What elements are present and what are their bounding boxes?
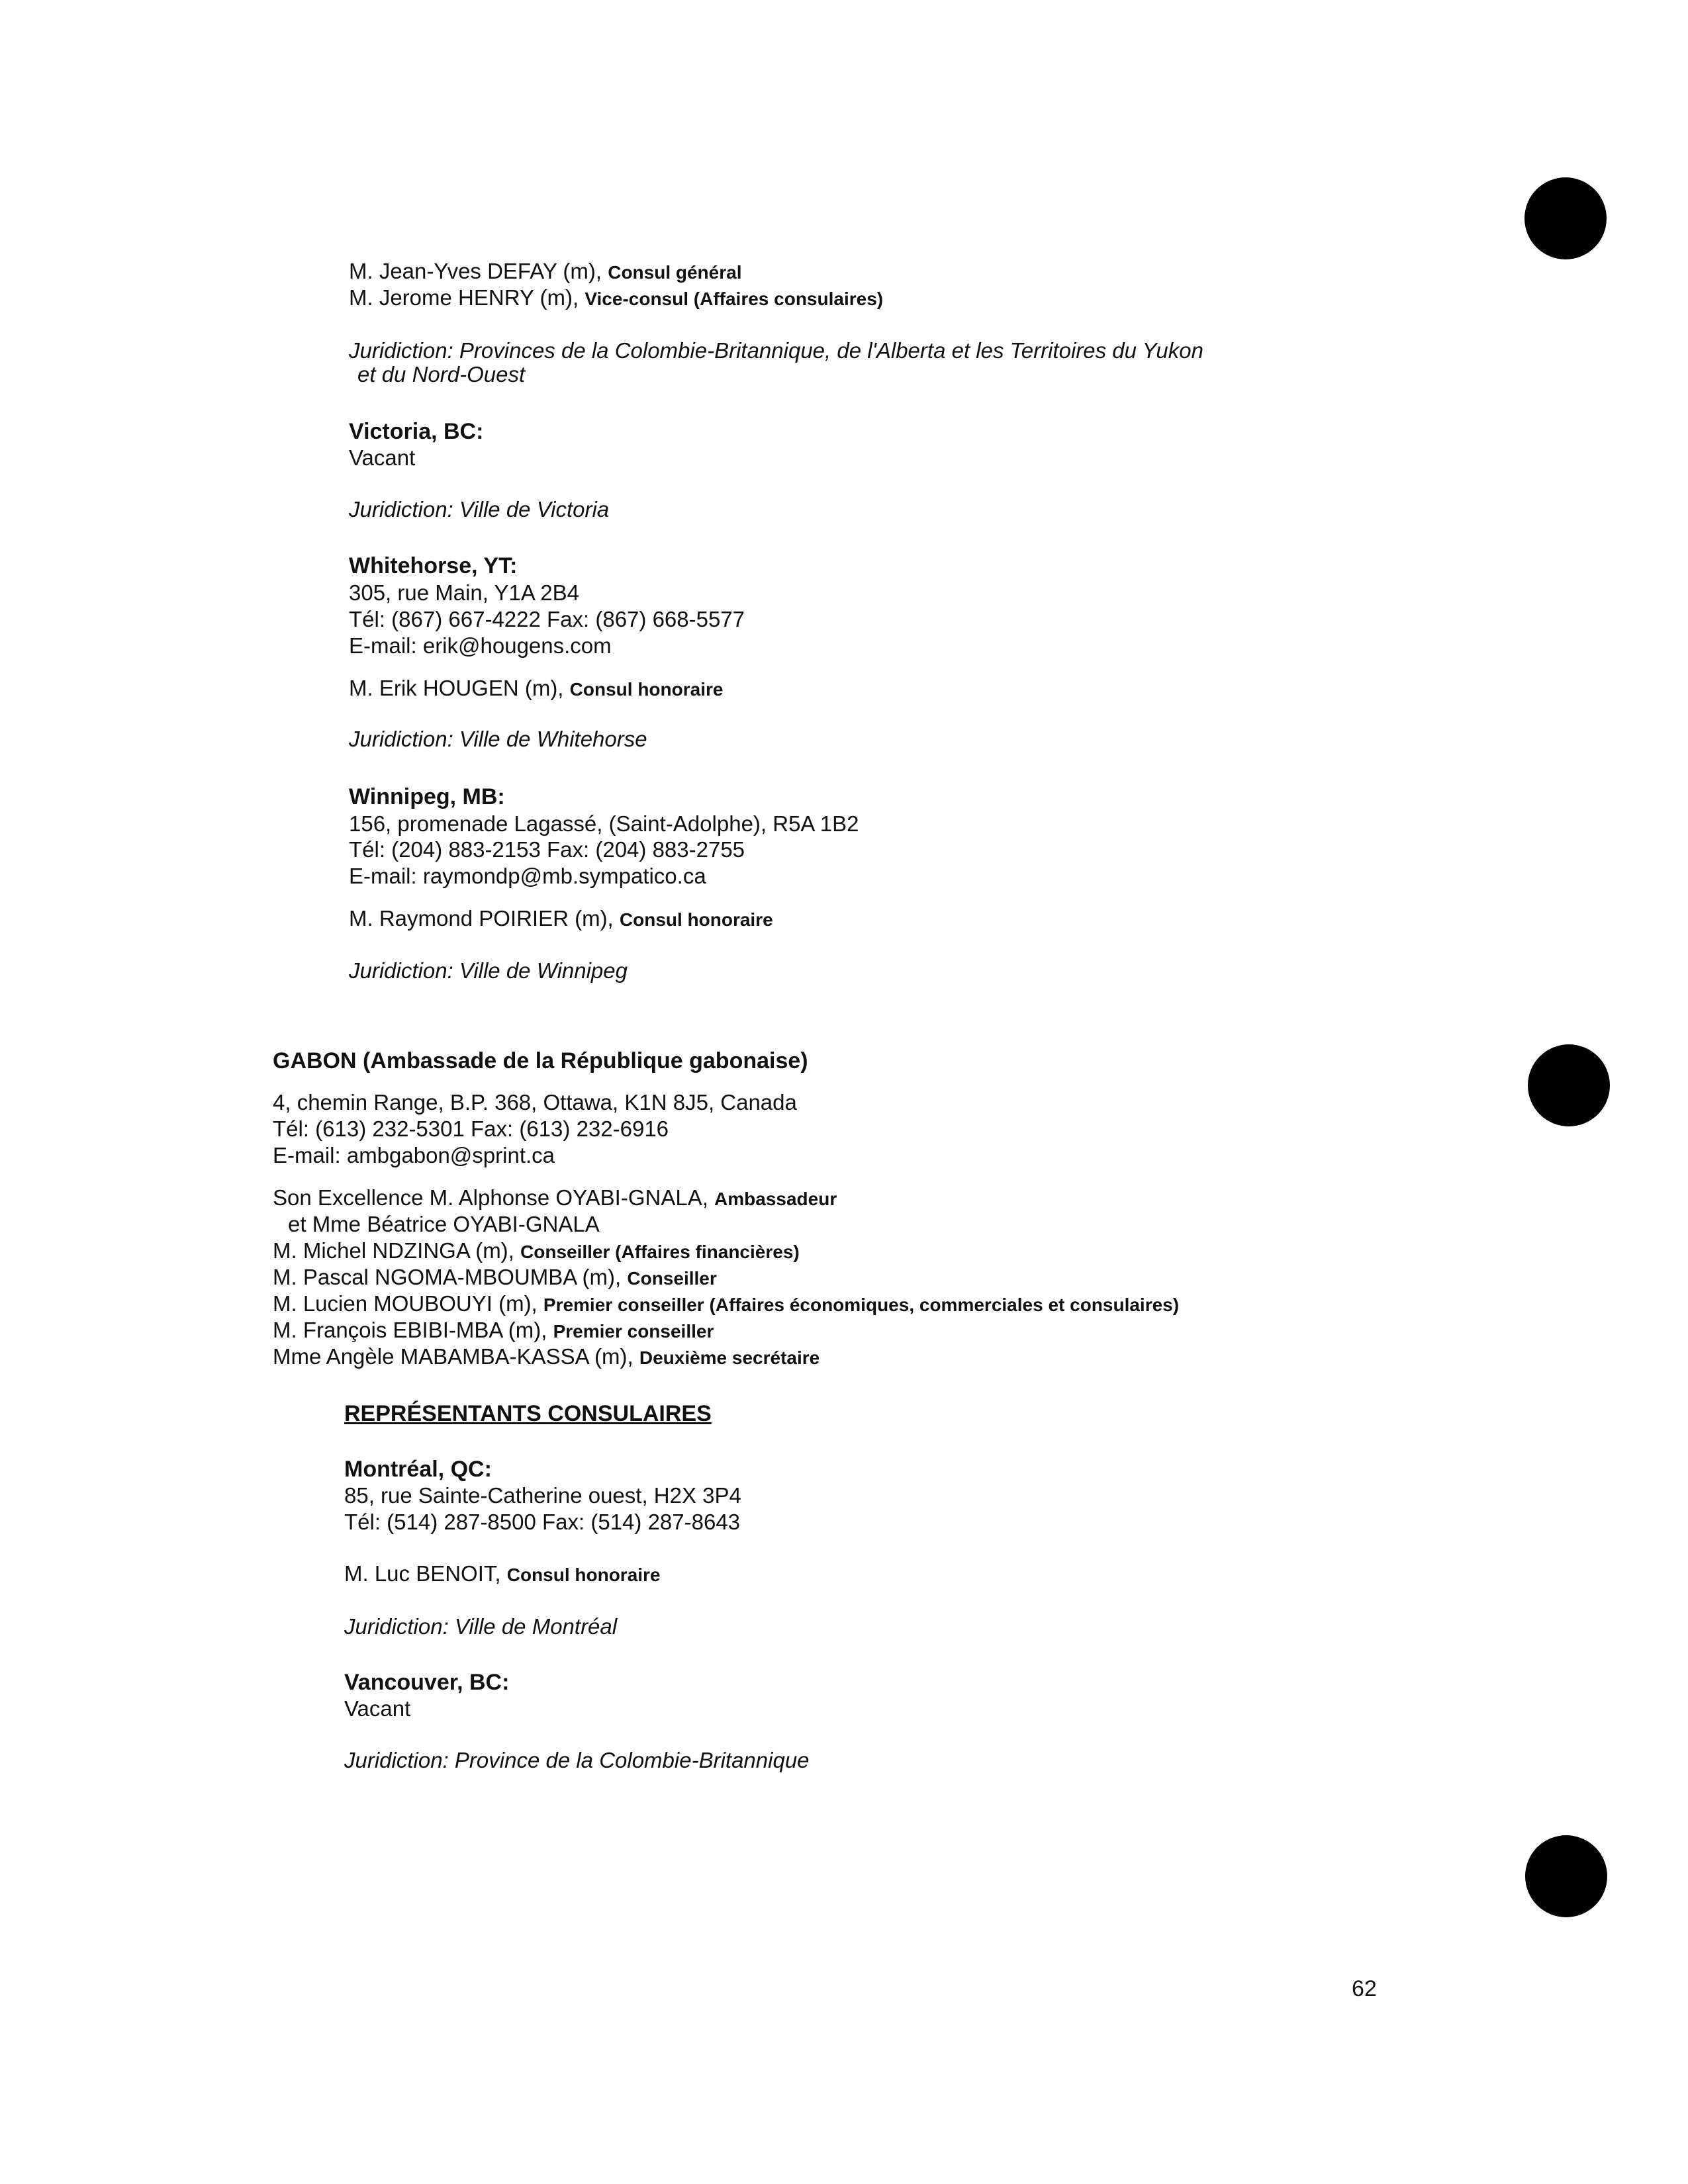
title-text: Conseiller	[627, 1268, 717, 1289]
line-text: M. Michel NDZINGA (m),	[273, 1238, 521, 1263]
line-text: M. Jerome HENRY (m),	[349, 285, 585, 310]
punch-hole-bottom	[1525, 1835, 1607, 1917]
title-text: Premier conseiller	[553, 1321, 714, 1342]
jurisdiction-line	[344, 1614, 617, 1640]
staff-line	[273, 1291, 1179, 1318]
line-text: 305, rue Main, Y1A 2B4	[349, 580, 579, 605]
country-heading-gabon	[273, 1048, 808, 1074]
vice-consul-line	[349, 285, 883, 312]
line-text: GABON (Ambassade de la République gabonaise)	[273, 1048, 808, 1073]
line-text: Juridiction: Province de la Colombie-Britannique	[344, 1748, 810, 1772]
line-text: Tél: (204) 883-2153 Fax: (204) 883-2755	[349, 837, 745, 862]
line-text: Victoria, BC:	[349, 419, 484, 444]
jurisdiction-line	[349, 726, 647, 752]
line-text: Winnipeg, MB:	[349, 784, 505, 809]
page-number: 62	[1352, 1976, 1377, 2001]
city-heading-winnipeg	[349, 784, 505, 810]
line-text: M. Erik HOUGEN (m),	[349, 676, 570, 700]
ambassador-line	[273, 1185, 837, 1212]
line-text: Son Excellence M. Alphonse OYABI-GNALA,	[273, 1185, 715, 1210]
line-text: Vacant	[349, 445, 416, 470]
phone-fax-line	[344, 1509, 740, 1535]
line-text: Juridiction: Ville de Victoria	[349, 497, 610, 522]
status-line	[344, 1696, 410, 1722]
title-text: Consul honoraire	[506, 1565, 661, 1585]
line-text: Mme Angèle MABAMBA-KASSA (m),	[273, 1344, 639, 1369]
consular-representatives-heading	[344, 1400, 712, 1427]
punch-hole-middle	[1528, 1044, 1610, 1126]
city-heading-montreal	[344, 1456, 492, 1482]
line-text: M. Lucien MOUBOUYI (m),	[273, 1291, 543, 1316]
city-heading-whitehorse	[349, 553, 517, 579]
line-text: 4, chemin Range, B.P. 368, Ottawa, K1N 8J5, Canada	[273, 1090, 797, 1115]
line-text: et du Nord-Ouest	[357, 362, 526, 387]
line-text: Juridiction: Ville de Montréal	[344, 1614, 618, 1639]
jurisdiction-line	[344, 1747, 810, 1774]
line-text: Tél: (867) 667-4222 Fax: (867) 668-5577	[349, 607, 745, 631]
consul-general-line	[349, 258, 741, 286]
line-text: Juridiction: Ville de Whitehorse	[349, 727, 647, 751]
city-heading-vancouver	[344, 1669, 509, 1696]
line-text: Vacant	[344, 1696, 411, 1721]
line-text: Tél: (514) 287-8500 Fax: (514) 287-8643	[344, 1510, 741, 1534]
line-text: Vancouver, BC:	[344, 1670, 510, 1695]
line-text: E-mail: erik@hougens.com	[349, 633, 612, 658]
honorary-consul-line	[344, 1561, 661, 1588]
line-text: Montréal, QC:	[344, 1457, 492, 1482]
line-text: Tél: (613) 232-5301 Fax: (613) 232-6916	[273, 1116, 669, 1141]
line-text: M. Jean-Yves DEFAY (m),	[349, 259, 608, 283]
jurisdiction-line-cont	[357, 361, 525, 388]
line-text: E-mail: raymondp@mb.sympatico.ca	[349, 864, 706, 888]
staff-line	[273, 1264, 717, 1292]
title-text: Consul général	[608, 262, 742, 283]
address-line	[349, 811, 859, 837]
phone-fax-line	[349, 606, 745, 633]
jurisdiction-line	[349, 496, 609, 523]
title-text: Consul honoraire	[569, 679, 724, 700]
line-text: et Mme Béatrice OYABI-GNALA	[288, 1212, 600, 1236]
title-text: Deuxième secrétaire	[639, 1347, 820, 1368]
address-line	[344, 1482, 741, 1509]
staff-line	[273, 1238, 800, 1265]
ambassador-spouse-line	[288, 1211, 600, 1238]
line-text: M. Luc BENOIT,	[344, 1561, 507, 1586]
embassy-address-line	[273, 1089, 797, 1116]
embassy-email-line	[273, 1142, 555, 1169]
line-text: REPRÉSENTANTS CONSULAIRES	[344, 1401, 712, 1426]
line-text: M. Raymond POIRIER (m),	[349, 906, 620, 931]
title-text: Conseiller (Affaires financières)	[520, 1242, 800, 1262]
jurisdiction-line	[349, 958, 628, 984]
line-text: Whitehorse, YT:	[349, 553, 518, 578]
title-text: Vice-consul (Affaires consulaires)	[585, 289, 884, 309]
title-text: Consul honoraire	[619, 909, 773, 930]
honorary-consul-line	[349, 905, 773, 933]
city-heading-victoria	[349, 418, 483, 445]
staff-line	[273, 1317, 714, 1345]
jurisdiction-line	[349, 338, 1203, 364]
line-text: Juridiction: Ville de Winnipeg	[349, 958, 628, 983]
phone-fax-line	[349, 837, 745, 863]
punch-hole-top	[1524, 177, 1607, 259]
embassy-phone-fax-line	[273, 1116, 669, 1142]
address-line	[349, 580, 579, 606]
email-line	[349, 863, 706, 889]
line-text: E-mail: ambgabon@sprint.ca	[273, 1143, 555, 1167]
line-text: 156, promenade Lagassé, (Saint-Adolphe), R5A 1B2	[349, 811, 859, 836]
title-text: Premier conseiller (Affaires économiques, commerciales et consulaires)	[543, 1295, 1180, 1315]
line-text: M. Pascal NGOMA-MBOUMBA (m),	[273, 1265, 628, 1289]
email-line	[349, 633, 612, 659]
honorary-consul-line	[349, 675, 723, 703]
status-line	[349, 445, 415, 471]
line-text: M. François EBIBI-MBA (m),	[273, 1318, 553, 1342]
line-text: 85, rue Sainte-Catherine ouest, H2X 3P4	[344, 1483, 741, 1508]
line-text: Juridiction: Provinces de la Colombie-Britannique, de l'Alberta et les Territoires du Yukon	[349, 338, 1203, 363]
staff-line	[273, 1343, 820, 1371]
title-text: Ambassadeur	[714, 1189, 837, 1209]
